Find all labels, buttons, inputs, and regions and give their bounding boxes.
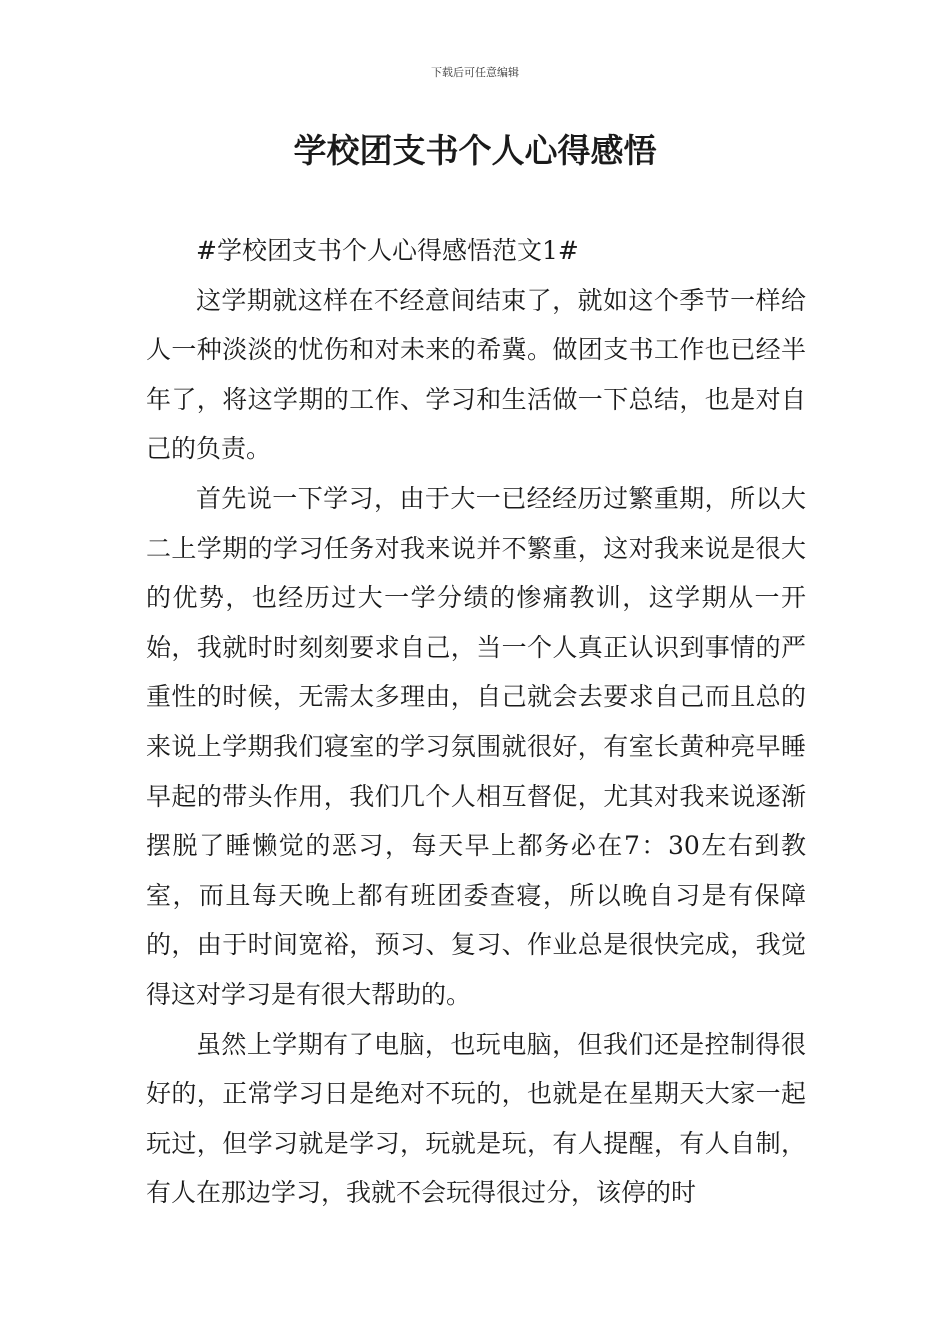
document-title: 学校团支书个人心得感悟 bbox=[293, 131, 657, 170]
body-paragraph: 虽然上学期有了电脑，也玩电脑，但我们还是控制得很好的，正常学习日是绝对不玩的，也就是在星期天大家一起玩过，但学习就是学习，玩就是玩，有人提醒，有人自制，有人在那边学习，我就不会玩得很过分，该停的时 bbox=[146, 1029, 806, 1208]
section-heading: #学校团支书个人心得感悟范文1# bbox=[196, 236, 579, 265]
body-paragraph: 这学期就这样在不经意间结束了，就如这个季节一样给人一种淡淡的忧伤和对未来的希冀。做团支书工作也已经半年了，将这学期的工作、学习和生活做一下总结，也是对自己的负责。 bbox=[146, 285, 806, 464]
header-note: 下载后可任意编辑 bbox=[431, 66, 519, 79]
body-paragraph: 首先说一下学习，由于大一已经经历过繁重期，所以大二上学期的学习任务对我来说并不繁重，这对我来说是很大的优势，也经历过大一学分绩的惨痛教训，这学期从一开始，我就时时刻刻要求自己，当一个人真正认识到事情的严重性的时候，无需太多理由，自己就会去要求自己而且总的来说上学期我们寝室的学习氛围就很好，有室长黄种亮早睡早起的带头作用，我们几个人相互督促，尤其对我来说逐渐摆脱了睡懒觉的恶习，每天早上都务必在7：30左右到教室，而且每天晚上都有班团委查寝，所以晚自习是有保障的，由于时间宽裕，预习、复习、作业总是很快完成，我觉得这对学习是有很大帮助的。 bbox=[146, 483, 806, 1009]
document-body bbox=[146, 226, 806, 1218]
